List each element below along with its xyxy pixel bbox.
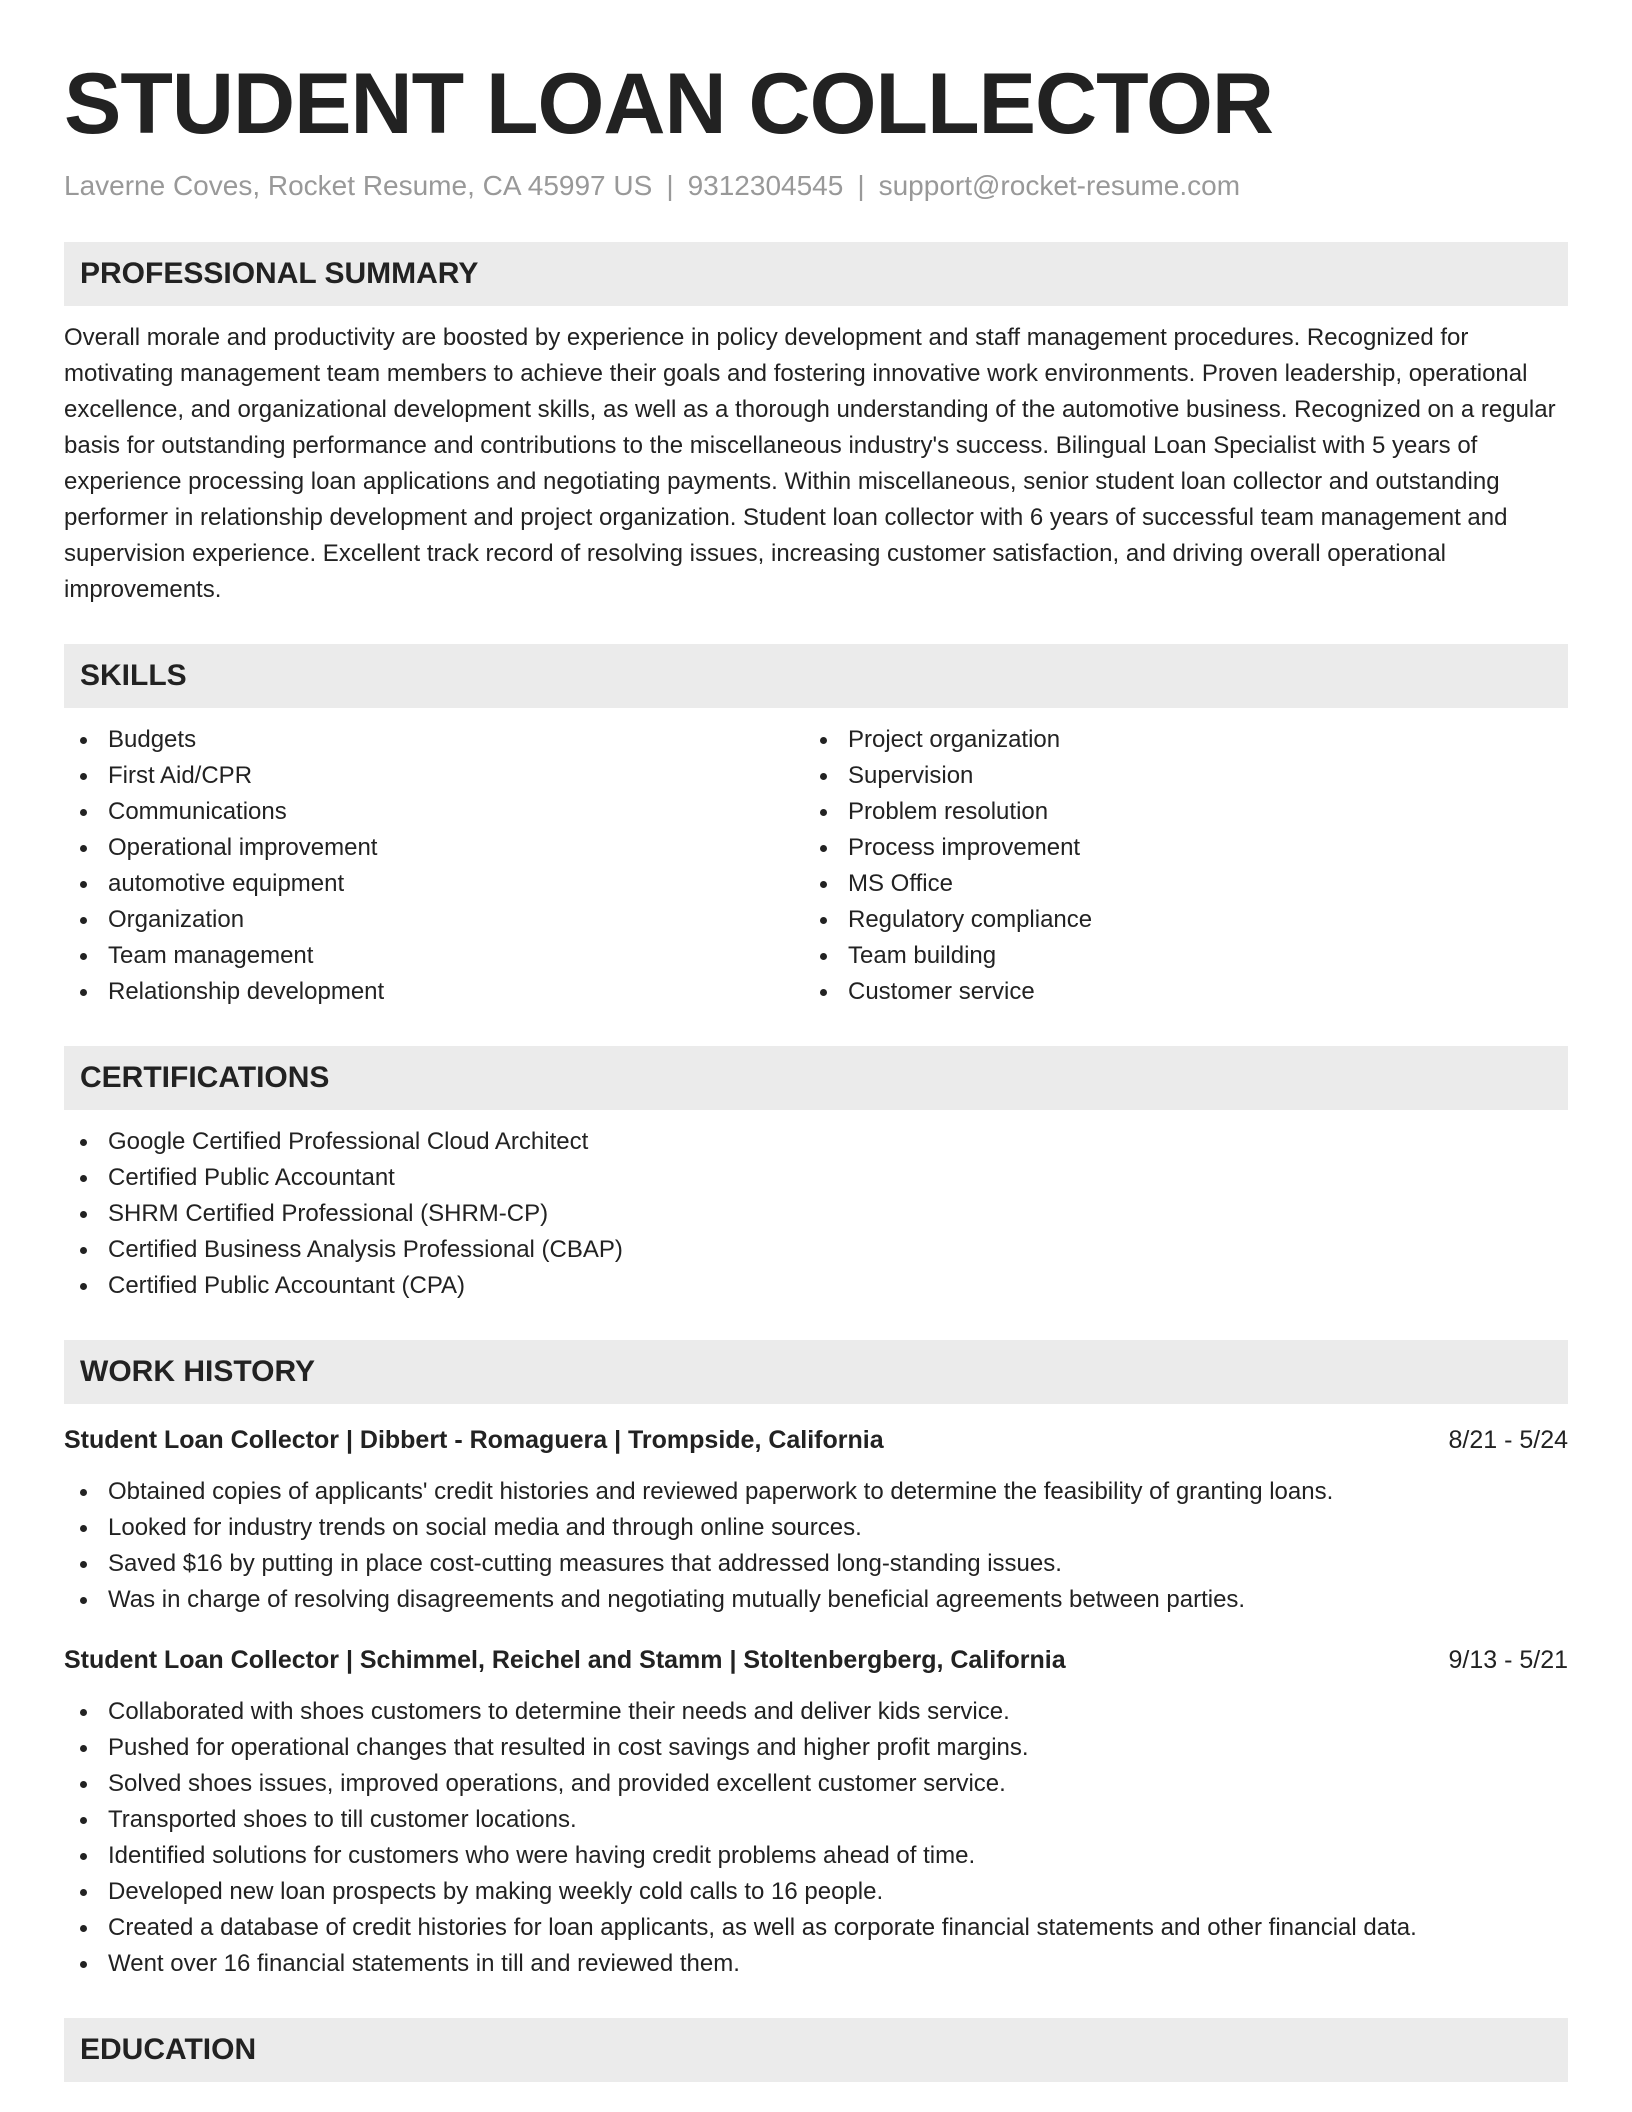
skills-list-left xyxy=(64,722,804,1010)
skill-item: Team building xyxy=(804,938,1544,974)
job-bullet: Created a database of credit histories for loan applicants, as well as corporate financial statements and other financial data. xyxy=(64,1910,1568,1946)
skill-item: Supervision xyxy=(804,758,1544,794)
job-bullet: Collaborated with shoes customers to determine their needs and deliver kids service. xyxy=(64,1694,1568,1730)
skill-item: Problem resolution xyxy=(804,794,1544,830)
job-bullet: Looked for industry trends on social media and through online sources. xyxy=(64,1510,1568,1546)
job-bullet: Was in charge of resolving disagreements and negotiating mutually beneficial agreements between parties. xyxy=(64,1582,1568,1618)
job-dates: 8/21 - 5/24 xyxy=(1448,1426,1568,1454)
contact-email[interactable]: support@rocket-resume.com xyxy=(878,170,1241,201)
job-dates: 9/13 - 5/21 xyxy=(1448,1646,1568,1674)
skill-item: Process improvement xyxy=(804,830,1544,866)
contact-separator: | xyxy=(666,170,674,201)
certification-item: SHRM Certified Professional (SHRM-CP) xyxy=(64,1196,1568,1232)
section-heading-summary: PROFESSIONAL SUMMARY xyxy=(64,242,1568,306)
skill-item: MS Office xyxy=(804,866,1544,902)
skill-item: Regulatory compliance xyxy=(804,902,1544,938)
contact-line xyxy=(64,166,1568,206)
skill-item: Organization xyxy=(64,902,804,938)
job-bullet: Developed new loan prospects by making weekly cold calls to 16 people. xyxy=(64,1874,1568,1910)
job-header xyxy=(64,1422,1568,1458)
summary-text: Overall morale and productivity are boosted by experience in policy development and staff management procedures. Recognized for motivating management team members to achieve their goals and fostering innovative work environments. Proven leadership, operational excellence, and organizational development skills, as well as a thorough understanding of the automotive business. Recognized on a regular basis for outstanding performance and contributions to the miscellaneous industry's success. Bilingual Loan Specialist with 5 years of experience processing loan applications and negotiating payments. Within miscellaneous, senior student loan collector and outstanding performer in relationship development and project organization. Student loan collector with 6 years of successful team management and supervision experience. Excellent track record of resolving issues, increasing customer satisfaction, and driving overall operational improvements. xyxy=(64,324,1556,603)
job-bullets xyxy=(64,1694,1568,1982)
section-heading-education: EDUCATION xyxy=(64,2018,1568,2082)
certifications-list xyxy=(64,1124,1568,1304)
job-bullet: Obtained copies of applicants' credit histories and reviewed paperwork to determine the feasibility of granting loans. xyxy=(64,1474,1568,1510)
job-entry xyxy=(64,1642,1568,1982)
skill-item: Budgets xyxy=(64,722,804,758)
job-bullet: Pushed for operational changes that resulted in cost savings and higher profit margins. xyxy=(64,1730,1568,1766)
skill-item: Customer service xyxy=(804,974,1544,1010)
section-heading-work-history: WORK HISTORY xyxy=(64,1340,1568,1404)
skill-item: Relationship development xyxy=(64,974,804,1010)
skills-grid xyxy=(64,708,1568,1010)
skills-list-right xyxy=(804,722,1544,1010)
job-title: Student Loan Collector | Dibbert - Romaguera | Trompside, California xyxy=(64,1426,884,1454)
section-heading-skills: SKILLS xyxy=(64,644,1568,708)
resume-title: STUDENT LOAN COLLECTOR xyxy=(64,56,1274,152)
job-entry xyxy=(64,1422,1568,1618)
certification-item: Certified Public Accountant xyxy=(64,1160,1568,1196)
skill-item: First Aid/CPR xyxy=(64,758,804,794)
job-bullet: Transported shoes to till customer locations. xyxy=(64,1802,1568,1838)
job-bullet: Saved $16 by putting in place cost-cutting measures that addressed long-standing issues. xyxy=(64,1546,1568,1582)
job-bullet: Went over 16 financial statements in till and reviewed them. xyxy=(64,1946,1568,1982)
job-bullet: Solved shoes issues, improved operations, and provided excellent customer service. xyxy=(64,1766,1568,1802)
contact-phone: 9312304545 xyxy=(687,170,844,201)
contact-separator: | xyxy=(857,170,865,201)
job-title: Student Loan Collector | Schimmel, Reichel and Stamm | Stoltenbergberg, California xyxy=(64,1646,1066,1674)
skill-item: Operational improvement xyxy=(64,830,804,866)
certification-item: Certified Business Analysis Professional (CBAP) xyxy=(64,1232,1568,1268)
job-header xyxy=(64,1642,1568,1678)
contact-address: Laverne Coves, Rocket Resume, CA 45997 US xyxy=(64,170,653,201)
section-heading-certifications: CERTIFICATIONS xyxy=(64,1046,1568,1110)
certification-item: Google Certified Professional Cloud Architect xyxy=(64,1124,1568,1160)
job-bullet: Identified solutions for customers who were having credit problems ahead of time. xyxy=(64,1838,1568,1874)
skill-item: Team management xyxy=(64,938,804,974)
job-bullets xyxy=(64,1474,1568,1618)
skill-item: automotive equipment xyxy=(64,866,804,902)
skill-item: Project organization xyxy=(804,722,1544,758)
certification-item: Certified Public Accountant (CPA) xyxy=(64,1268,1568,1304)
skill-item: Communications xyxy=(64,794,804,830)
